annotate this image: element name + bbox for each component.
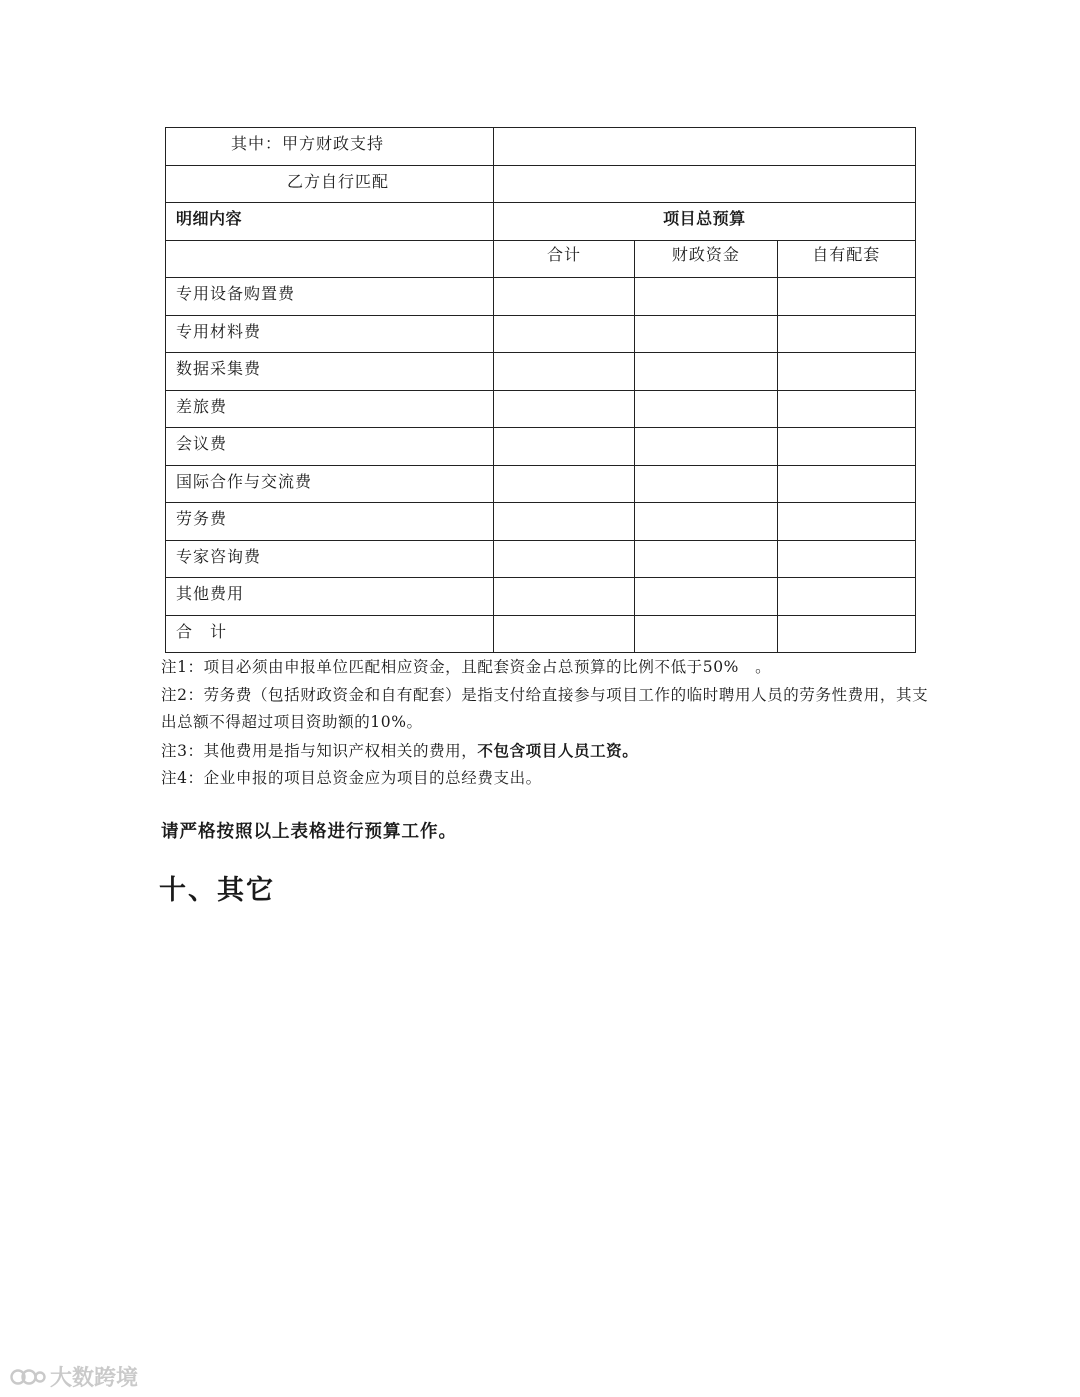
funding-label-cell [166, 165, 494, 203]
column-header-total: 合计 [547, 244, 582, 264]
funding-label-party-b: 乙方自行匹配 [287, 171, 390, 191]
value-cell [493, 540, 634, 578]
table-row [166, 390, 916, 428]
detail-header-cell [166, 203, 494, 241]
item-label-cell [166, 578, 494, 616]
table-row [166, 278, 916, 316]
table-row [166, 465, 916, 503]
note-3-emphasis: 不包含项目人员工资。 [477, 740, 639, 760]
value-cell [777, 390, 915, 428]
funding-label-cell [166, 128, 494, 166]
total-label: 合 计 [176, 621, 228, 641]
value-cell [777, 315, 915, 353]
value-cell [635, 428, 777, 466]
column-header-cell [777, 240, 915, 278]
budget-table [165, 127, 916, 653]
section-heading: 十、其它 [159, 875, 275, 906]
watermark-text: 大数跨境 [50, 1366, 139, 1391]
item-label: 专用设备购置费 [176, 284, 296, 303]
column-header-fiscal: 财政资金 [671, 244, 740, 264]
watermark [10, 1361, 138, 1392]
table-row [166, 578, 916, 616]
brand-logo-icon [10, 1364, 46, 1390]
value-cell [777, 465, 915, 503]
item-label: 专家咨询费 [176, 546, 262, 566]
table-row [166, 128, 916, 166]
instruction-text: 请严格按照以上表格进行预算工作。 [161, 822, 457, 842]
value-cell [493, 503, 634, 541]
value-cell [635, 390, 777, 428]
item-label: 专用材料费 [176, 321, 262, 341]
value-cell [635, 278, 777, 316]
item-label-cell [166, 390, 494, 428]
item-label: 其他费用 [176, 584, 245, 603]
table-subheader-row [166, 240, 916, 278]
item-label: 劳务费 [176, 509, 228, 528]
value-cell [777, 615, 915, 653]
value-cell [493, 615, 634, 653]
value-cell [635, 615, 777, 653]
item-label: 数据采集费 [176, 359, 262, 378]
item-label-cell [166, 278, 494, 316]
table-row [166, 353, 916, 391]
value-cell [493, 353, 634, 391]
total-budget-header: 项目总预算 [663, 209, 746, 228]
item-label-cell [166, 503, 494, 541]
value-cell [635, 503, 777, 541]
table-row [166, 540, 916, 578]
value-cell [493, 465, 634, 503]
value-cell [493, 390, 634, 428]
item-label: 差旅费 [176, 396, 228, 416]
table-total-row [166, 615, 916, 653]
value-cell [635, 540, 777, 578]
funding-value-cell [493, 128, 915, 166]
column-header-self-funded: 自有配套 [812, 244, 881, 264]
note-4: 注4：企业申报的项目总资金应为项目的总经费支出。 [161, 769, 542, 787]
item-label-cell [166, 540, 494, 578]
empty-cell [166, 240, 494, 278]
funding-value-cell [493, 165, 915, 203]
table-row [166, 503, 916, 541]
value-cell [777, 578, 915, 616]
value-cell [635, 315, 777, 353]
value-cell [493, 428, 634, 466]
value-cell [493, 578, 634, 616]
funding-label-party-a: 其中：甲方财政支持 [231, 134, 385, 153]
item-label-cell [166, 353, 494, 391]
item-label: 会议费 [176, 434, 228, 453]
table-row [166, 165, 916, 203]
item-label-cell [166, 315, 494, 353]
item-label-cell [166, 428, 494, 466]
value-cell [777, 540, 915, 578]
value-cell [777, 428, 915, 466]
item-label: 国际合作与交流费 [176, 471, 313, 491]
total-budget-header-cell [493, 203, 915, 241]
value-cell [635, 353, 777, 391]
item-label-cell [166, 465, 494, 503]
item-label-cell [166, 615, 494, 653]
value-cell [493, 278, 634, 316]
note-3 [161, 737, 931, 766]
value-cell [777, 503, 915, 541]
column-header-cell [635, 240, 777, 278]
note-3-text: 注3：其他费用是指与知识产权相关的费用， [161, 741, 478, 760]
column-header-cell [493, 240, 634, 278]
value-cell [777, 353, 915, 391]
note-1: 注1：项目必须由申报单位匹配相应资金，且配套资金占总预算的比例不低于50% 。 [161, 658, 772, 676]
value-cell [493, 315, 634, 353]
detail-header: 明细内容 [176, 209, 243, 228]
table-row [166, 428, 916, 466]
value-cell [777, 278, 915, 316]
notes-block [161, 654, 931, 793]
table-header-row [166, 203, 916, 241]
value-cell [635, 465, 777, 503]
value-cell [635, 578, 777, 616]
table-row [166, 315, 916, 353]
note-2: 注2：劳务费（包括财政资金和自有配套）是指支付给直接参与项目工作的临时聘用人员的劳务性费用，其支出总额不得超过项目资助额的10%。 [161, 685, 929, 731]
